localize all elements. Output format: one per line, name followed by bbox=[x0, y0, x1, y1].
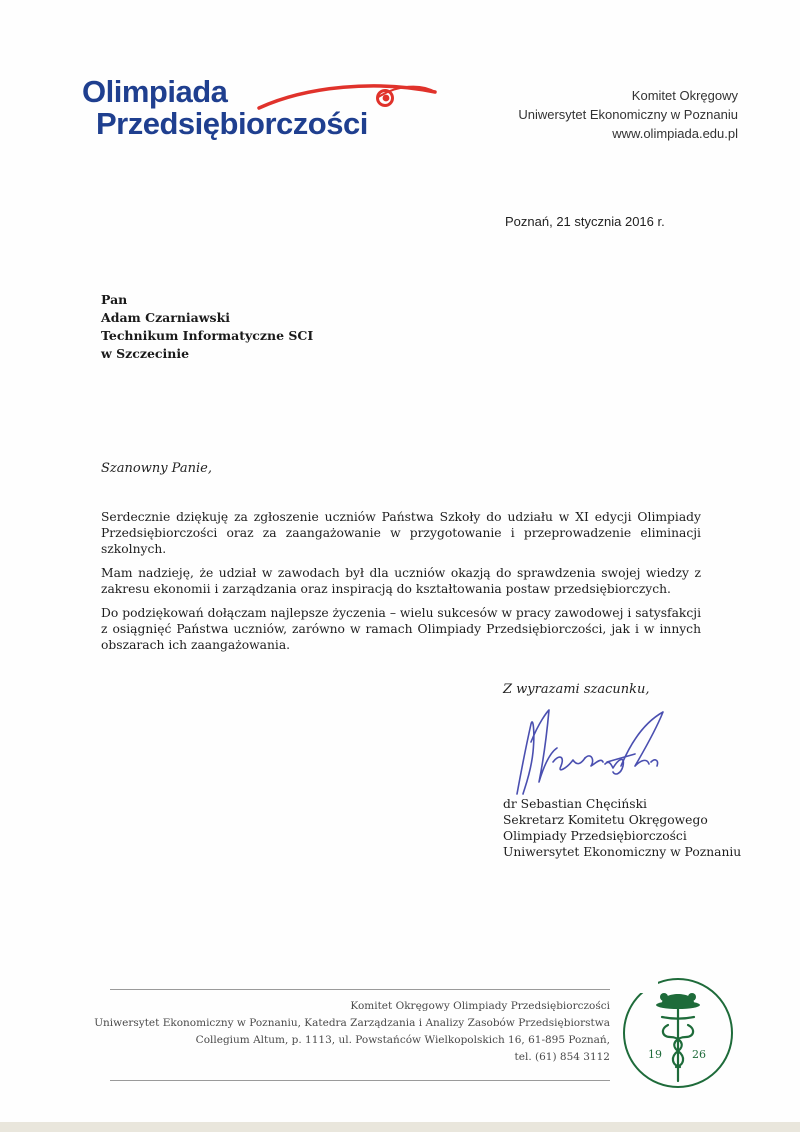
logo-line-2: Przedsiębiorczości bbox=[96, 106, 368, 141]
footer-divider-bottom bbox=[110, 1080, 610, 1081]
olimpiada-logo bbox=[82, 74, 442, 144]
recipient-name: Adam Czarniawski bbox=[101, 310, 230, 325]
seal-year-left: 19 bbox=[648, 1048, 662, 1061]
recipient-block bbox=[101, 291, 313, 363]
body-paragraph-3: Do podziękowań dołączam najlepsze życzenia – wielu sukcesów w pracy zawodowej i satysfakcji z osiągnięć Państwa uczniów, zarówno w ramach Olimpiady Przedsiębiorczości, jak i w innych obszarach ich zaangażowania. bbox=[101, 606, 701, 652]
sender-website: www.olimpiada.edu.pl bbox=[612, 126, 738, 141]
salutation: Szanowny Panie, bbox=[101, 461, 212, 476]
recipient-school: Technikum Informatyczne SCI bbox=[101, 328, 314, 343]
closing: Z wyrazami szacunku, bbox=[503, 682, 650, 697]
footer-line-4: tel. (61) 854 3112 bbox=[514, 1051, 610, 1063]
sender-line-2: Uniwersytet Ekonomiczny w Poznaniu bbox=[518, 107, 738, 122]
sender-address bbox=[518, 86, 738, 143]
letter-body bbox=[101, 509, 701, 661]
footer-divider-top bbox=[110, 989, 610, 990]
handwritten-signature bbox=[495, 702, 685, 802]
logo-line-1: Olimpiada bbox=[82, 74, 228, 109]
signatory-block bbox=[503, 796, 741, 860]
recipient-title: Pan bbox=[101, 292, 128, 307]
footer-line-2: Uniwersytet Ekonomiczny w Poznaniu, Katedra Zarządzania i Analizy Zasobów Przedsiębiorstwa bbox=[94, 1017, 610, 1029]
signatory-university: Uniwersytet Ekonomiczny w Poznaniu bbox=[503, 845, 742, 859]
signatory-organization: Olimpiady Przedsiębiorczości bbox=[503, 829, 687, 843]
footer-line-1: Komitet Okręgowy Olimpiady Przedsiębiorczości bbox=[350, 1000, 610, 1012]
body-paragraph-1: Serdecznie dziękuję za zgłoszenie uczniów Państwa Szkoły do udziału w XI edycji Olimpiady Przedsiębiorczości oraz za zaangażowanie w przygotowanie i przeprowadzenie eliminacji szkolnych. bbox=[101, 510, 701, 556]
signatory-name: dr Sebastian Chęciński bbox=[503, 797, 647, 811]
recipient-city: w Szczecinie bbox=[101, 346, 190, 361]
university-seal-icon bbox=[620, 975, 736, 1091]
scan-edge bbox=[0, 1122, 800, 1132]
footer-address bbox=[94, 998, 610, 1066]
sender-line-1: Komitet Okręgowy bbox=[631, 88, 738, 103]
footer-line-3: Collegium Altum, p. 1113, ul. Powstańców Wielkopolskich 16, 61-895 Poznań, bbox=[195, 1034, 610, 1046]
body-paragraph-2: Mam nadzieję, że udział w zawodach był dla uczniów okazją do sprawdzenia swojej wiedzy z zakresu ekonomii i zarządzania oraz inspiracją do kształtowania postaw przedsiębiorczych. bbox=[101, 566, 701, 596]
signatory-position: Sekretarz Komitetu Okręgowego bbox=[503, 813, 708, 827]
seal-year-right: 26 bbox=[692, 1048, 706, 1061]
letter-date: Poznań, 21 stycznia 2016 r. bbox=[505, 214, 665, 229]
